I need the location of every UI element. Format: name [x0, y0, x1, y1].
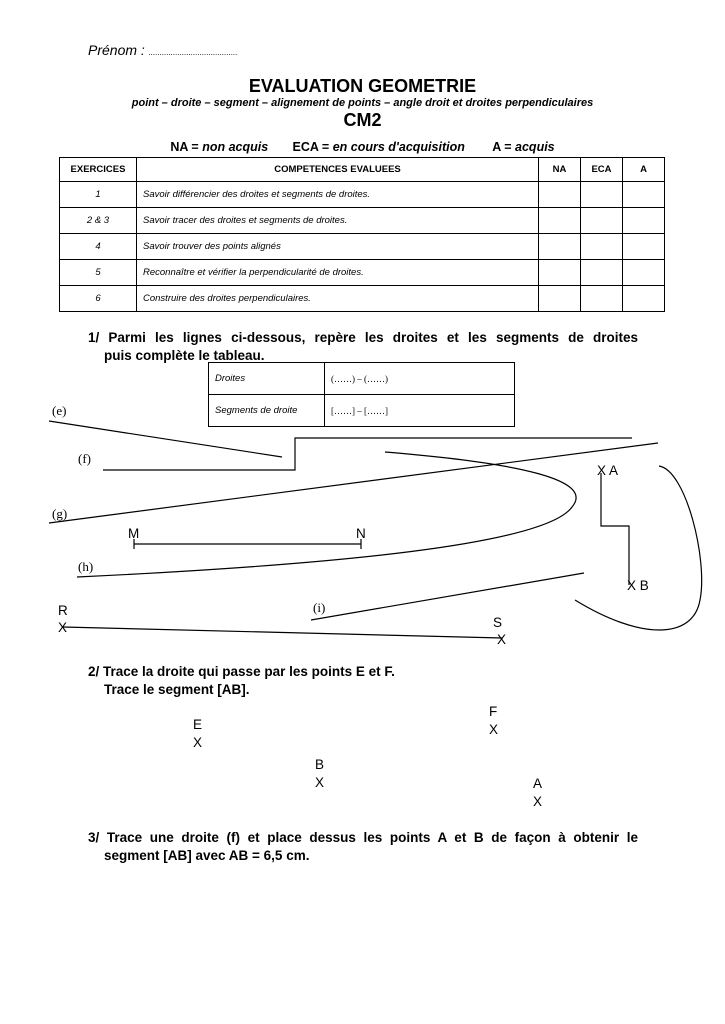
row-desc: Savoir différencier des droites et segments de droites. [137, 182, 539, 208]
legend-a-text: acquis [515, 140, 555, 154]
point-a2-cross: X [533, 794, 543, 809]
point-s-label: S [493, 615, 503, 630]
point-b-label: X B [627, 578, 649, 593]
row-desc: Reconnaître et vérifier la perpendicularité de droites. [137, 260, 539, 286]
class-level: CM2 [343, 110, 382, 130]
label-f: (f) [78, 451, 91, 466]
row-desc: Construire des droites perpendiculaires. [137, 286, 539, 312]
answer-label-droites: Droites [209, 363, 325, 395]
label-e: (e) [52, 403, 67, 418]
point-s-cross: X [497, 632, 507, 647]
legend-a-code: A = [492, 140, 512, 154]
q1-line1: 1/ Parmi les lignes ci-dessous, repère les droites et les segments de droites [88, 330, 638, 345]
row-desc: Savoir trouver des points alignés [137, 234, 539, 260]
page-title: EVALUATION GEOMETRIE [248, 76, 477, 96]
row-num: 5 [60, 260, 137, 286]
path-ab [601, 473, 629, 585]
point-n-label: N [356, 526, 366, 541]
legend-eca-text: en cours d'acquisition [332, 140, 465, 154]
point-f-cross: X [489, 722, 499, 737]
point-m-label: M [128, 526, 140, 541]
answer-value-segments[interactable]: [……] – [……] [325, 395, 515, 427]
header-exercices: EXERCICES [60, 158, 137, 182]
point-r-label: R [58, 603, 68, 618]
label-i: (i) [313, 600, 326, 615]
point-r-cross: X [58, 620, 68, 635]
q2-line2: Trace le segment [AB]. [104, 682, 250, 697]
point-e-cross: X [193, 735, 203, 750]
point-b2-label: B [315, 757, 325, 772]
curve-h [77, 452, 576, 577]
header-a: A [623, 158, 665, 182]
point-f-label: F [489, 704, 498, 719]
line-i [311, 573, 584, 620]
row-num: 4 [60, 234, 137, 260]
legend-na-text: non acquis [202, 140, 269, 154]
page-subtitle: point – droite – segment – alignement de points – angle droit et droites perpendiculaires [131, 97, 594, 109]
header-competences: COMPETENCES EVALUEES [137, 158, 539, 182]
header-na: NA [539, 158, 581, 182]
answer-value-droites[interactable]: (……) – (……) [325, 363, 515, 395]
legend-na-code: NA = [170, 140, 199, 154]
q2-line1: 2/ Trace la droite qui passe par les points E et F. [88, 664, 395, 679]
point-a2-label: A [533, 776, 543, 791]
point-e-label: E [193, 717, 203, 732]
label-h: (h) [78, 559, 94, 574]
segment-rs [63, 627, 502, 638]
curve-big [575, 466, 702, 630]
header-eca: ECA [581, 158, 623, 182]
row-num: 2 & 3 [60, 208, 137, 234]
row-desc: Savoir tracer des droites et segments de droites. [137, 208, 539, 234]
label-g: (g) [52, 506, 68, 521]
point-a-label: X A [597, 463, 619, 478]
row-num: 6 [60, 286, 137, 312]
point-b2-cross: X [315, 775, 325, 790]
line-f [103, 438, 632, 470]
row-num: 1 [60, 182, 137, 208]
line-g [49, 443, 658, 523]
answer-label-segments: Segments de droite [209, 395, 325, 427]
q1-line2: puis complète le tableau. [104, 348, 265, 363]
prenom-label: Prénom : [88, 42, 145, 58]
q3-line1: 3/ Trace une droite (f) et place dessus les points A et B de façon à obtenir le [88, 830, 638, 845]
q3-line2: segment [AB] avec AB = 6,5 cm. [104, 848, 310, 863]
prenom-dots[interactable]: ........................................ [148, 48, 238, 57]
legend-eca-code: ECA = [292, 140, 330, 154]
